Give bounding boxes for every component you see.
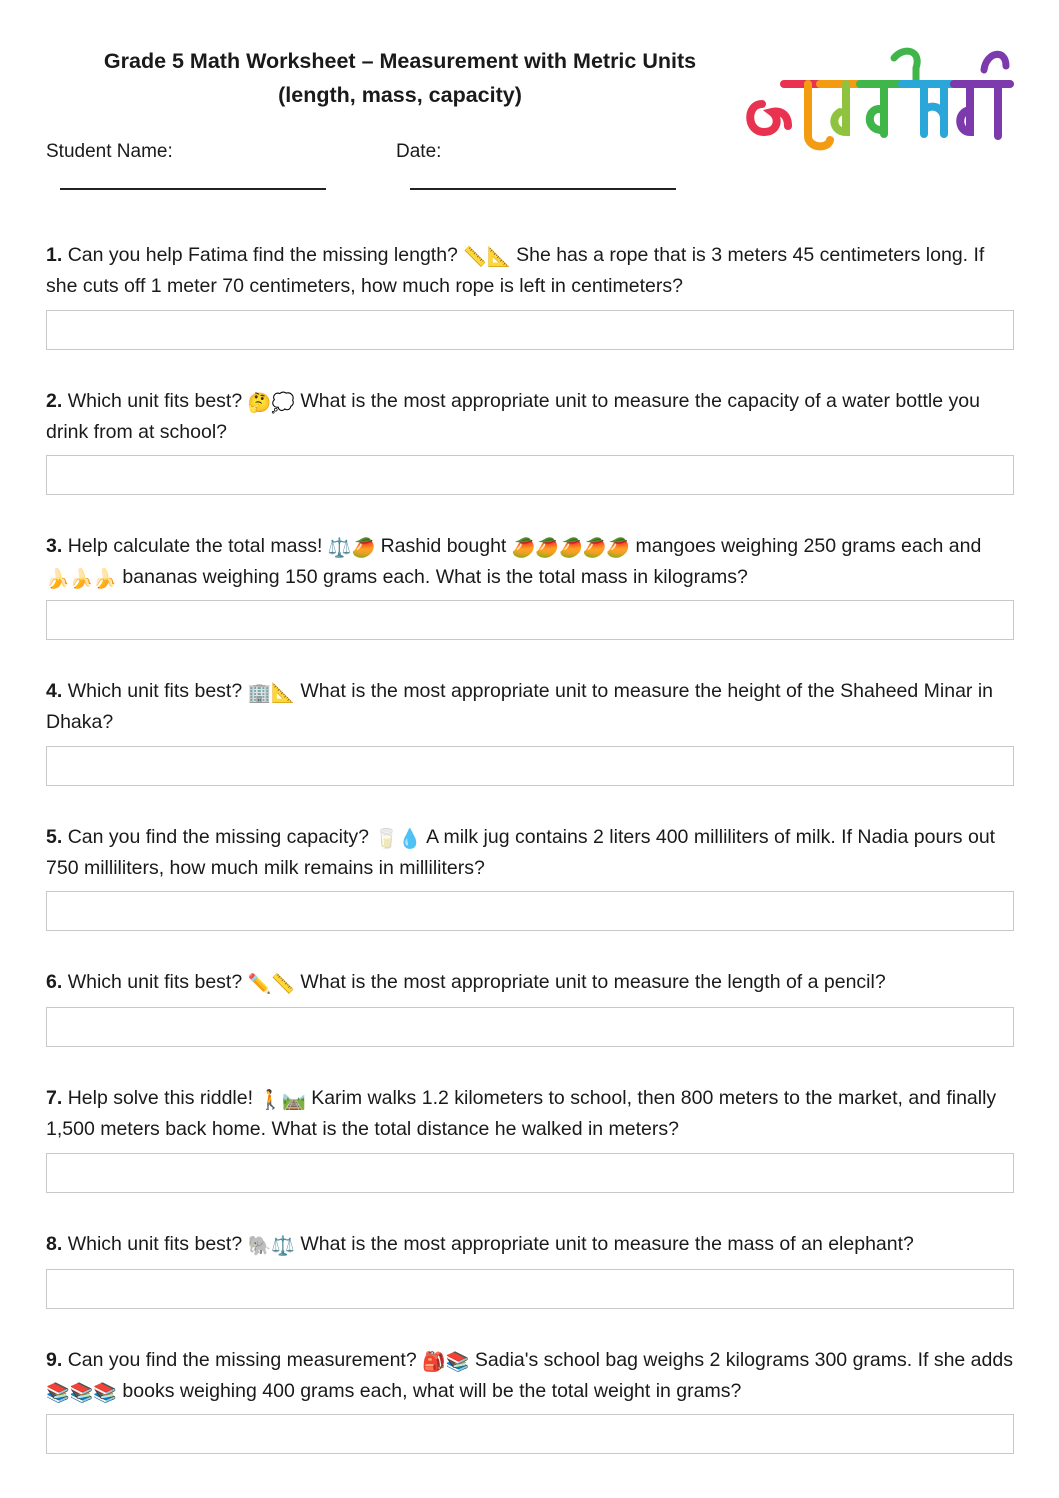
question-text: bananas weighing 150 grams each. What is the total mass in kilograms?	[122, 565, 748, 588]
student-name-label: Student Name:	[46, 141, 173, 162]
answer-box-9[interactable]	[46, 1414, 1014, 1454]
question-text: Help calculate the total mass!	[67, 535, 323, 557]
question-text: Help solve this riddle!	[67, 1087, 254, 1109]
question-number: 2.	[46, 390, 63, 412]
question-text: Sadia's school bag weighs 2 kilograms 300 grams. If she adds	[474, 1349, 1013, 1371]
title-line-2: (length, mass, capacity)	[278, 83, 522, 107]
question-text: What is the most appropriate unit to measure the height of the Shaheed Minar in Dhaka?	[46, 680, 994, 733]
question-text: Can you find the missing capacity?	[67, 826, 370, 848]
question-text: Can you help Fatima find the missing length?	[67, 244, 458, 266]
question-7	[46, 1083, 1021, 1144]
question-3	[46, 531, 1021, 592]
worksheet-title	[40, 44, 760, 112]
answer-box-1[interactable]	[46, 310, 1014, 350]
question-text: Which unit fits best?	[67, 971, 243, 993]
question-text: books weighing 400 grams each, what will be the total weight in grams?	[122, 1379, 742, 1402]
question-text: She has a rope that is 3 meters 45 centimeters long. If she cuts off 1 meter 70 centimeters, how much rope is left in centimeters?	[46, 244, 985, 297]
question-text: Which unit fits best?	[67, 1233, 243, 1255]
books-icon: 📚📚📚	[46, 1381, 117, 1404]
question-8	[46, 1229, 1021, 1260]
answer-box-7[interactable]	[46, 1153, 1014, 1193]
question-number: 8.	[46, 1233, 63, 1255]
logo-text: অনুশীলনী	[744, 40, 748, 41]
answer-box-2[interactable]	[46, 455, 1014, 495]
title-line-1: Grade 5 Math Worksheet – Measurement with Metric Units	[103, 49, 697, 73]
date-line[interactable]	[410, 188, 676, 190]
question-number: 5.	[46, 826, 63, 848]
question-text: Which unit fits best?	[67, 680, 243, 702]
milk-droplet-icon: 🥛💧	[374, 828, 422, 850]
answer-box-8[interactable]	[46, 1269, 1014, 1309]
pencil-ruler-icon: ✏️📏	[247, 973, 295, 995]
anushiloni-logo	[744, 40, 1020, 162]
ruler-triangle-icon: 📏📐	[463, 246, 511, 268]
question-5	[46, 822, 1021, 883]
question-text: Can you find the missing measurement?	[67, 1349, 417, 1371]
question-text: Karim walks 1.2 kilometers to school, then 800 meters to the market, and finally 1,500 meters back home. What is the total distance he walked in meters?	[46, 1087, 997, 1140]
question-1	[46, 240, 1021, 301]
building-triangle-icon: 🏢📐	[247, 682, 295, 704]
answer-box-5[interactable]	[46, 891, 1014, 931]
walker-track-icon: 🚶🛤️	[258, 1089, 306, 1111]
mangoes-icon: 🥭🥭🥭🥭🥭	[511, 537, 631, 559]
date-label: Date:	[396, 141, 442, 162]
question-text: What is the most appropriate unit to measure the length of a pencil?	[300, 971, 886, 993]
bananas-icon: 🍌🍌🍌	[46, 567, 117, 590]
question-6	[46, 967, 1021, 998]
question-9	[46, 1345, 1021, 1406]
question-text: Rashid bought	[380, 535, 507, 557]
question-number: 7.	[46, 1087, 63, 1109]
answer-box-3[interactable]	[46, 600, 1014, 640]
question-number: 6.	[46, 971, 63, 993]
question-text: Which unit fits best?	[67, 390, 243, 412]
question-text: A milk jug contains 2 liters 400 milliliters of milk. If Nadia pours out 750 milliliters, how much milk remains in milliliters?	[46, 826, 996, 879]
question-number: 3.	[46, 535, 63, 557]
backpack-books-icon: 🎒📚	[422, 1351, 470, 1373]
answer-box-4[interactable]	[46, 746, 1014, 786]
question-text: What is the most appropriate unit to measure the mass of an elephant?	[300, 1233, 914, 1255]
question-number: 1.	[46, 244, 63, 266]
question-2	[46, 386, 1021, 447]
answer-box-6[interactable]	[46, 1007, 1014, 1047]
question-number: 4.	[46, 680, 63, 702]
student-name-line[interactable]	[60, 188, 326, 190]
scale-mango-icon: ⚖️🥭	[327, 537, 376, 559]
question-number: 9.	[46, 1349, 63, 1371]
question-text: mangoes weighing 250 grams each and	[635, 535, 982, 557]
question-text: What is the most appropriate unit to measure the capacity of a water bottle you drink from at school?	[46, 390, 980, 443]
question-4	[46, 676, 1021, 737]
elephant-scale-icon: 🐘⚖️	[247, 1235, 295, 1257]
thinking-icon: 🤔💭	[247, 392, 295, 414]
